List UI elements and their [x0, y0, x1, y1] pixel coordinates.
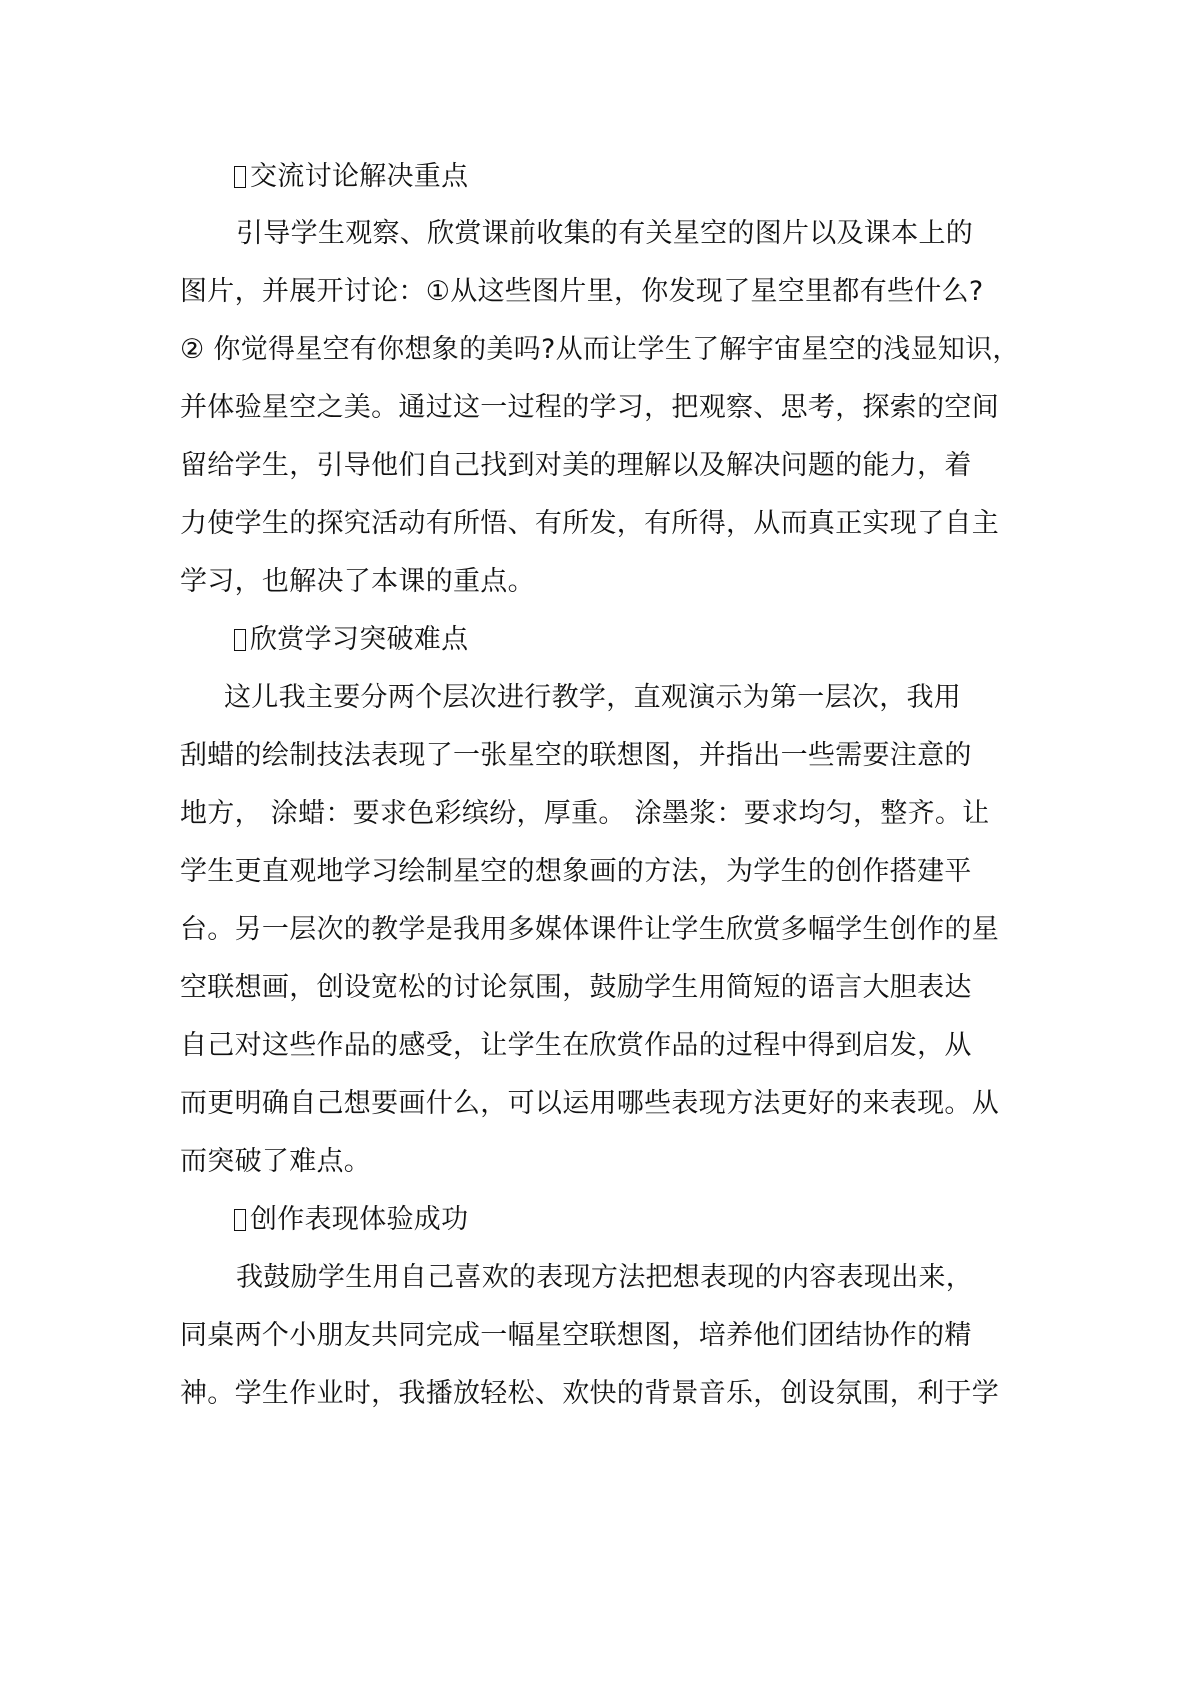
section-heading-3: 创作表现体验成功 — [234, 1200, 468, 1240]
paragraph-line: 这儿我主要分两个层次进行教学，直观演示为第一层次，我用 — [224, 682, 962, 713]
paragraph-line: 图片，并展开讨论：①从这些图片里，你发现了星空里都有些什么? — [180, 276, 984, 307]
paragraph-line: 而更明确自己想要画什么，可以运用哪些表现方法更好的来表现。从 — [180, 1088, 999, 1119]
paragraph-line: 自己对这些作品的感受，让学生在欣赏作品的过程中得到启发，从 — [180, 1030, 972, 1061]
section-heading-1: 交流讨论解决重点 — [234, 157, 468, 197]
paragraph-line: 而突破了难点。 — [180, 1146, 372, 1177]
paragraph-line: ② 你觉得星空有你想象的美吗?从而让学生了解宇宙星空的浅显知识， — [180, 334, 1020, 365]
paragraph-line: 地方， 涂蜡：要求色彩缤纷，厚重。 涂墨浆：要求均匀，整齐。让 — [180, 798, 990, 829]
paragraph-line: 空联想画，创设宽松的讨论氛围，鼓励学生用简短的语言大胆表达 — [180, 972, 972, 1003]
paragraph-line: 并体验星空之美。通过这一过程的学习，把观察、思考，探索的空间 — [180, 392, 999, 423]
paragraph-line: 同桌两个小朋友共同完成一幅星空联想图，培养他们团结协作的精 — [180, 1320, 972, 1351]
section-heading-2: 欣赏学习突破难点 — [234, 620, 468, 660]
paragraph-line: 刮蜡的绘制技法表现了一张星空的联想图，并指出一些需要注意的 — [180, 740, 972, 771]
paragraph-line: 学习，也解决了本课的重点。 — [180, 566, 535, 597]
missing-glyph-box-icon — [234, 629, 246, 651]
missing-glyph-box-icon — [234, 1209, 246, 1231]
paragraph-line: 留给学生，引导他们自己找到对美的理解以及解决问题的能力，着 — [180, 450, 972, 481]
paragraph-line: 引导学生观察、欣赏课前收集的有关星空的图片以及课本上的 — [236, 218, 974, 249]
paragraph-line: 神。学生作业时，我播放轻松、欢快的背景音乐，创设氛围，利于学 — [180, 1378, 999, 1409]
paragraph-line: 力使学生的探究活动有所悟、有所发，有所得，从而真正实现了自主 — [180, 508, 999, 539]
paragraph-line: 台。另一层次的教学是我用多媒体课件让学生欣赏多幅学生创作的星 — [180, 914, 999, 945]
missing-glyph-box-icon — [234, 166, 246, 188]
paragraph-line: 我鼓励学生用自己喜欢的表现方法把想表现的内容表现出来， — [236, 1262, 974, 1293]
paragraph-line: 学生更直观地学习绘制星空的想象画的方法，为学生的创作搭建平 — [180, 856, 972, 887]
